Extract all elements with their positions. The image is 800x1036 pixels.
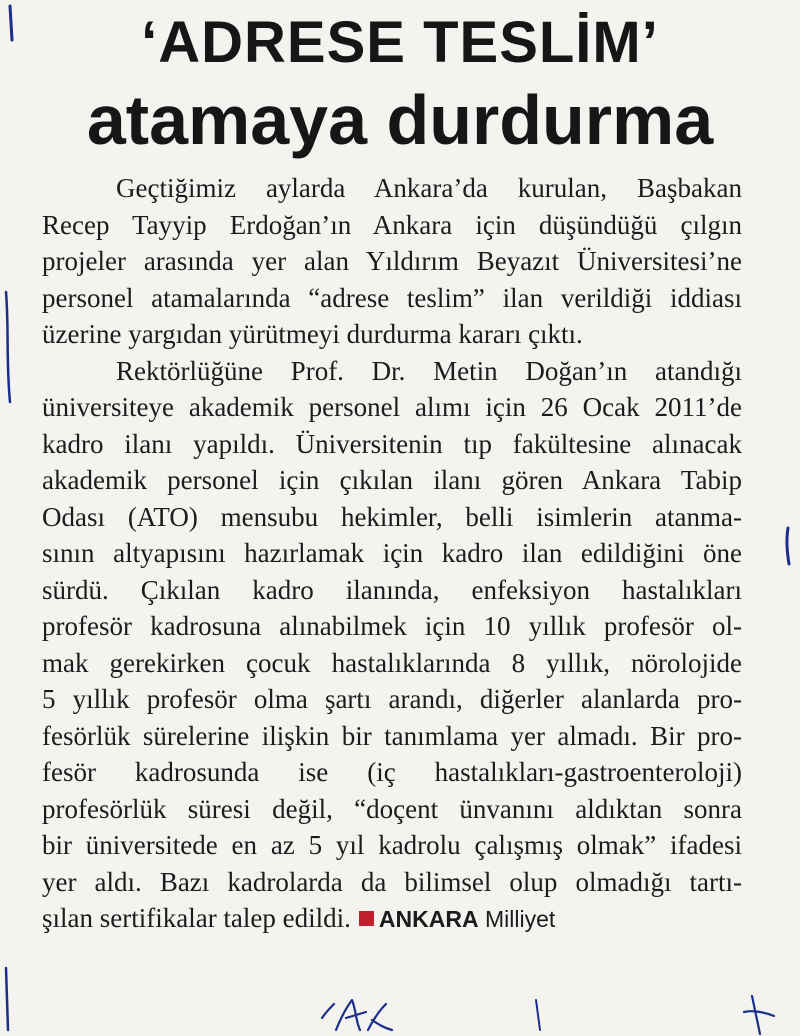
paragraph-2-line: yer aldı. Bazı kadrolarda da bilimsel olup olmadığı tartı- (42, 866, 742, 897)
paragraph-2-line: mak gerekirken çocuk hastalıklarında 8 yıllık, nörolojide (42, 647, 742, 678)
paragraph-2-line: kadro ilanı yapıldı. Üniversitenin tıp fakültesine alınacak (42, 428, 742, 459)
paragraph-2-line: fesörlük sürelerine ilişkin bir tanımlama yer almadı. Bir pro- (42, 720, 742, 751)
paragraph-2-line: profesör kadrosuna alınabilmek için 10 yıllık profesör ol- (42, 611, 742, 641)
headline-line-2: atamaya durdurma (86, 81, 714, 159)
paragraph-1-line: personel atamalarında “adrese teslim” ilan verildiği iddiası (42, 282, 742, 313)
paragraph-2-line: fesör kadrosunda ise (iç hastalıkları-gastroenteroloji) (42, 757, 742, 787)
paragraph-2-line: Odası (ATO) mensubu hekimler, belli isimlerin atanma- (42, 501, 742, 532)
paragraph-2-line: üniversiteye akademik personel alımı için 26 Ocak 2011’de (42, 392, 742, 422)
paragraph-2-line: sının altyapısını hazırlamak için kadro ilan edildiğini öne (42, 538, 742, 568)
paragraph-2-last-line (42, 900, 742, 937)
headline-line-1: ‘ADRESE TESLİM’ (141, 10, 659, 75)
pen-tick-bottom-middle-icon (536, 1000, 540, 1030)
paragraph-1-line: Recep Tayyip Erdoğan’ın Ankara için düşündüğü çılgın (42, 209, 742, 240)
paragraph-1-line: üzerine yargıdan yürütmeyi durdurma kararı çıktı. (42, 319, 583, 349)
pen-mark-bottom-right-icon (744, 996, 774, 1034)
paragraph-1-line: Geçtiğimiz aylarda Ankara’da kurulan, Başbakan (116, 173, 742, 203)
paragraph-2-line-text: şılan sertifikalar talep edildi. (42, 903, 351, 933)
handwriting-initials-icon (322, 1000, 392, 1030)
pen-stroke-top-left-icon (10, 6, 12, 40)
pen-stroke-left-margin-icon (6, 292, 10, 402)
article-body (42, 170, 742, 937)
signoff (359, 906, 555, 932)
pen-stroke-right-margin-icon (787, 528, 789, 564)
square-bullet-icon (359, 911, 374, 926)
paragraph-2-line: 5 yıllık profesör olma şartı arandı, diğerler alanlarda pro- (42, 684, 742, 714)
paragraph-2-line: sürdü. Çıkılan kadro ilanında, enfeksiyon hastalıkları (42, 574, 742, 605)
paragraph-2-line: akademik personel için çıkılan ilanı gören Ankara Tabip (42, 465, 742, 495)
signoff-source: Milliyet (484, 906, 556, 932)
pen-stroke-bottom-left-icon (6, 968, 8, 1030)
paragraph-2-line: Rektörlüğüne Prof. Dr. Metin Doğan’ın atandığı (116, 355, 742, 386)
signoff-agency: ANKARA (378, 906, 479, 932)
paragraph-2-line: bir üniversitede en az 5 yıl kadrolu çalışmış olmak” ifadesi (42, 830, 742, 860)
paragraph-2-line: profesörlük süresi değil, “doçent ünvanını aldıktan sonra (42, 793, 742, 824)
paragraph-1-line: projeler arasında yer alan Yıldırım Beyazıt Üniversitesi’ne (42, 246, 742, 276)
